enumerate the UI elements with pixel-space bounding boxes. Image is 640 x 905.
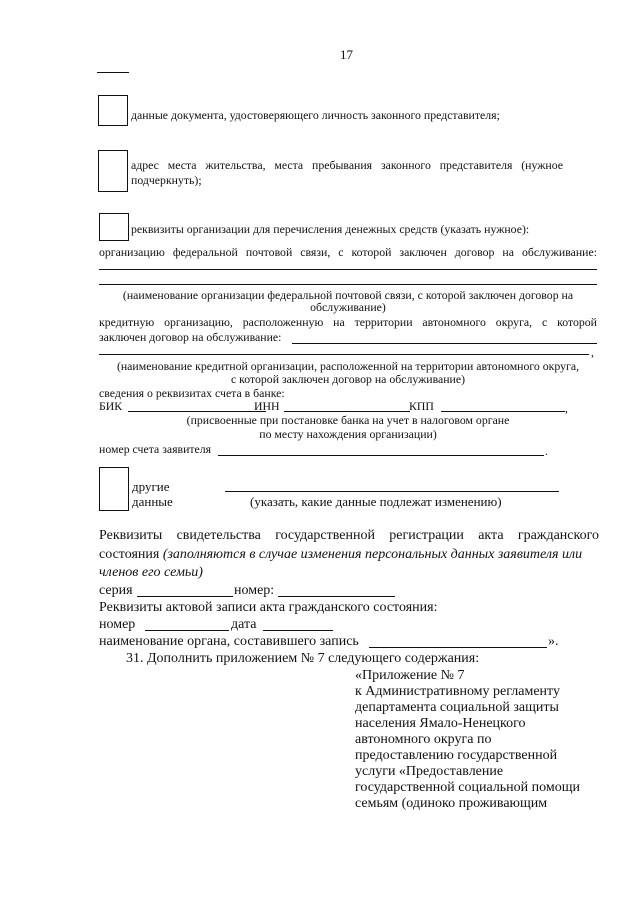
authority-field[interactable]: [369, 647, 547, 648]
appendix-line: государственной социальной помощи: [355, 780, 581, 795]
appendix-line: к Административному регламенту: [355, 684, 560, 699]
checkbox-bank-details[interactable]: [99, 213, 129, 241]
other-data-field[interactable]: [225, 491, 559, 492]
option-address-label: адрес места жительства, места пребывания законного представителя (нужное: [131, 158, 563, 172]
credit-org-blank-2[interactable]: [99, 354, 589, 355]
appendix-line: предоставлению государственной: [355, 748, 558, 763]
record-number-field[interactable]: [145, 630, 229, 631]
postal-org-blank-1[interactable]: [99, 269, 597, 270]
account-number-field[interactable]: [218, 455, 544, 456]
record-number-label: номер: [99, 617, 136, 632]
inn-field[interactable]: [284, 411, 410, 412]
cert-number-label: номер:: [234, 583, 275, 598]
appendix-line: услуги «Предоставление: [355, 764, 504, 779]
postal-org-lead: организацию федеральной почтовой связи, с которой заключен договор на обслуживание:: [99, 245, 597, 259]
civil-cert-note-cont: членов его семьи): [99, 565, 203, 580]
credit-org-caption-cont: с которой заключен договор на обслуживание): [230, 372, 466, 386]
civil-record-title: Реквизиты актовой записи акта гражданского состояния:: [99, 600, 438, 615]
credit-org-lead-cont: заключен договор на обслуживание:: [99, 330, 282, 344]
inn-label: ИНН: [254, 399, 280, 413]
series-field[interactable]: [137, 596, 233, 597]
closing-quote: ».: [548, 634, 559, 649]
appendix-line: населения Ямало-Ненецкого: [355, 716, 526, 731]
credit-org-blank-1[interactable]: [292, 343, 597, 344]
postal-org-caption-cont: обслуживание): [310, 300, 386, 314]
checkbox-address[interactable]: [98, 150, 128, 192]
postal-org-caption: (наименование организации федеральной почтовой связи, с которой заключен договор на: [122, 288, 574, 302]
margin-rule: [97, 72, 129, 73]
option-bank-details-label: реквизиты организации для перечисления денежных средств (указать нужное):: [131, 222, 530, 236]
account-number-label: номер счета заявителя: [99, 442, 212, 456]
kpp-label: КПП: [409, 399, 434, 413]
appendix-header: [355, 668, 605, 812]
cert-number-field[interactable]: [278, 596, 395, 597]
civil-cert-title-plain: состояния: [99, 547, 160, 562]
authority-label: наименование органа, составившего запись: [99, 634, 359, 649]
bank-caption-cont: по месту нахождения организации): [259, 427, 437, 441]
appendix-line: «Приложение № 7: [355, 668, 465, 683]
civil-cert-title: Реквизиты свидетельства государственной регистрации акта гражданского: [99, 528, 599, 543]
credit-org-lead: кредитную организацию, расположенную на территории автономного округа, с которой: [99, 315, 597, 329]
credit-org-caption: (наименование кредитной организации, расположенной на территории автономного округа,: [116, 359, 580, 373]
amendment-paragraph: 31. Дополнить приложением № 7 следующего содержания:: [126, 651, 480, 666]
appendix-line: автономного округа по: [355, 732, 492, 747]
record-date-label: дата: [231, 617, 257, 632]
option-identity-doc-label: данные документа, удостоверяющего личность законного представителя;: [131, 108, 500, 122]
appendix-line: департамента социальной защиты: [355, 700, 559, 715]
kpp-field[interactable]: [441, 411, 565, 412]
bik-field[interactable]: [128, 411, 266, 412]
option-other-label-cont: данные: [132, 494, 173, 509]
comma: ,: [565, 401, 568, 415]
bik-label: БИК: [99, 399, 123, 413]
option-address-label-cont: подчеркнуть);: [131, 173, 202, 187]
series-label: серия: [99, 583, 133, 598]
period: .: [545, 444, 548, 458]
comma: ,: [591, 345, 594, 359]
bank-caption: (присвоенные при постановке банка на учет в налоговом органе: [186, 413, 510, 427]
bank-details-intro: сведения о реквизитах счета в банке:: [99, 386, 285, 400]
other-data-hint: (указать, какие данные подлежат изменению): [250, 494, 502, 509]
appendix-line: семьям (одиноко проживающим: [355, 796, 548, 811]
checkbox-identity-doc[interactable]: [98, 95, 128, 126]
option-other-label: другие: [132, 479, 170, 494]
record-date-field[interactable]: [263, 630, 333, 631]
postal-org-blank-2[interactable]: [99, 284, 597, 285]
civil-cert-title-cont: [99, 547, 599, 563]
civil-cert-note: (заполняются в случае изменения персональных данных заявителя или: [162, 547, 583, 562]
page-number: 17: [340, 47, 353, 62]
checkbox-other-data[interactable]: [99, 467, 129, 511]
